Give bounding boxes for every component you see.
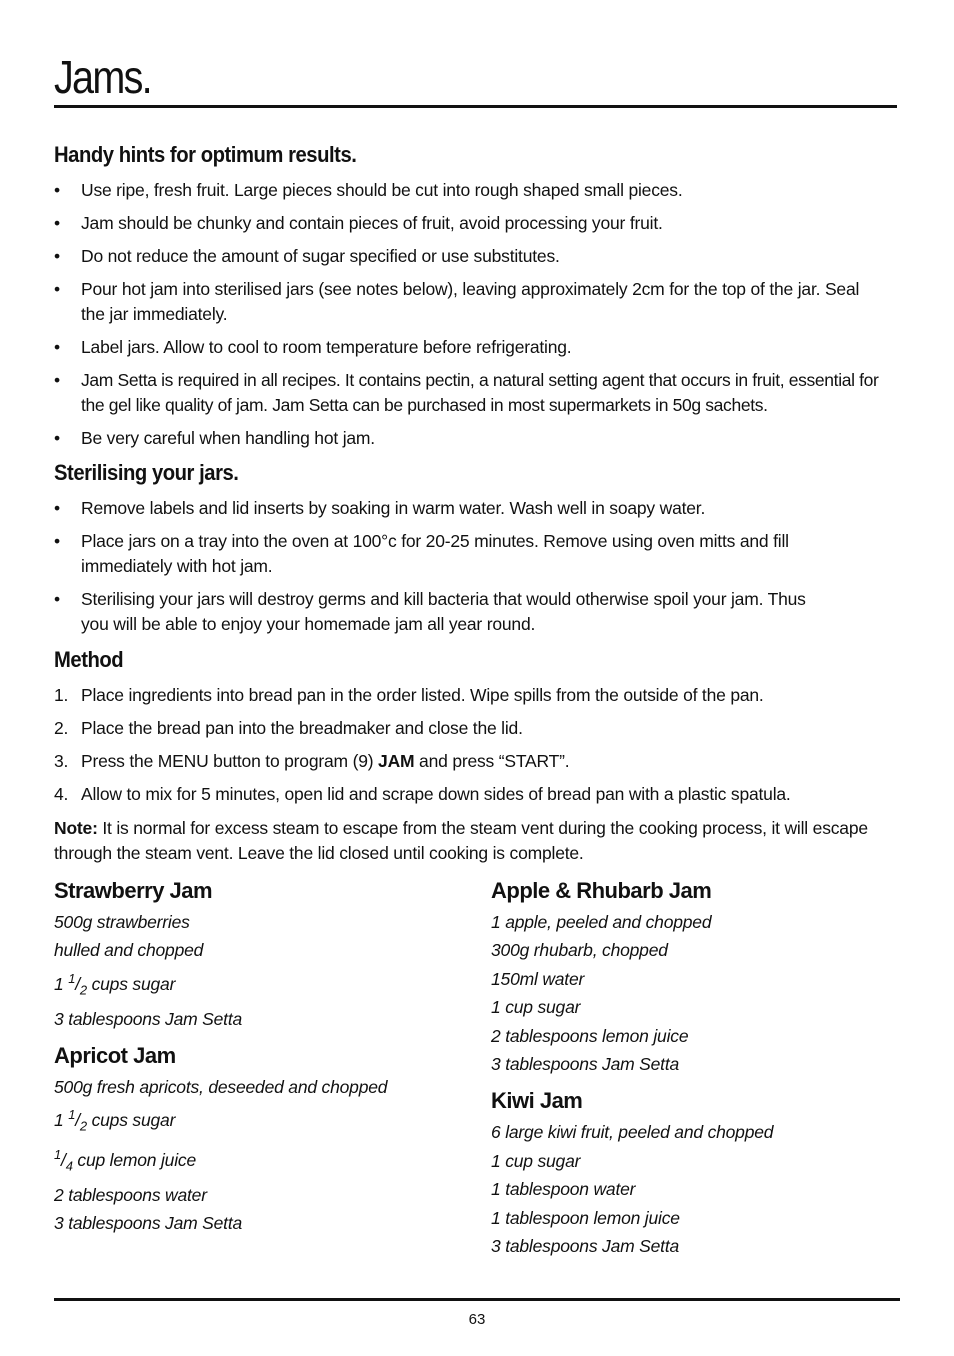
list-item-text: Sterilising your jars will destroy germs and kill bacteria that would otherwise spoil your jam. Thus you will be able to enjoy your homemade jam all year round. [81, 589, 806, 634]
ingredient: 2 tablespoons water [54, 1184, 207, 1205]
recipe-title-apricot: Apricot Jam [54, 1042, 176, 1068]
ingredient-fraction: 1 $^1/_2$ cups sugar [54, 1107, 176, 1134]
bullet: • [54, 279, 60, 299]
page-number: 63 [468, 1311, 486, 1328]
fraction-denominator: 4 [65, 1158, 73, 1174]
fraction-denominator: 2 [79, 982, 87, 998]
ingredient: 6 large kiwi fruit, peeled and chopped [491, 1122, 774, 1143]
list-item [54, 426, 900, 451]
fraction-whole: 1 [54, 973, 69, 994]
title-rule [54, 105, 897, 108]
list-item [54, 277, 900, 327]
step-text: Allow to mix for 5 minutes, open lid and scrape down sides of bread pan with a plastic spatula. [81, 784, 791, 804]
page-title: Jams. [54, 51, 151, 103]
list-item-text: Remove labels and lid inserts by soaking in warm water. Wash well in soapy water. [81, 498, 706, 518]
bullet: • [54, 498, 60, 518]
bullet: • [54, 370, 60, 390]
ingredient: 3 tablespoons Jam Setta [54, 1213, 243, 1234]
list-item-text: Use ripe, fresh fruit. Large pieces should be cut into rough shaped small pieces. [81, 180, 683, 200]
recipe-column-left [54, 876, 474, 1238]
step-number: 4. [54, 784, 69, 804]
note-label: Note: [54, 818, 98, 838]
list-item-text: Place jars on a tray into the oven at 100°c for 20-25 minutes. Remove using oven mitts and fill immediately with hot jam. [81, 531, 789, 576]
bullet: • [54, 428, 60, 448]
list-item [54, 211, 900, 236]
list-item-text: Pour hot jam into sterilised jars (see notes below), leaving approximately 2cm for the top of the jar. Seal the jar immediately. [81, 279, 860, 324]
ingredient: 500g strawberries [54, 912, 190, 932]
bullet: • [54, 337, 60, 357]
list-item [54, 244, 900, 269]
fraction-denominator: 2 [79, 1118, 87, 1134]
ingredient: 3 tablespoons Jam Setta [491, 1236, 680, 1257]
list-item-text: Jam should be chunky and contain pieces of fruit, avoid processing your fruit. [81, 213, 663, 233]
list-item [54, 368, 900, 418]
fraction-numerator: 1 [68, 970, 76, 986]
step-item [54, 749, 900, 774]
list-item-text: Do not reduce the amount of sugar specified or use substitutes. [81, 246, 560, 266]
step-number: 3. [54, 751, 69, 771]
ingredient: 3 tablespoons Jam Setta [491, 1054, 680, 1075]
ingredient: 1 tablespoon water [491, 1179, 636, 1200]
step-text: Place ingredients into bread pan in the order listed. Wipe spills from the outside of the pan. [81, 685, 764, 705]
list-item-text: Jam Setta is required in all recipes. It contains pectin, a natural setting agent that occurs in fruit, essential for the gel like quality of jam. Jam Setta can be purchased in most supermarkets in 50g sachets. [81, 370, 879, 415]
ingredient-fraction: $^1/_4$ cup lemon juice [54, 1147, 196, 1174]
ingredient-text: cups sugar [86, 973, 176, 994]
note-paragraph [54, 816, 900, 866]
list-item-text: Be very careful when handling hot jam. [81, 428, 375, 448]
ingredient: 150ml water [491, 968, 585, 989]
list-item [54, 496, 900, 521]
step-text-end: and press “START”. [414, 751, 570, 771]
recipe-title-strawberry: Strawberry Jam [54, 878, 213, 903]
ingredient: 1 cup sugar [491, 997, 581, 1018]
ingredient-text: cup lemon juice [72, 1149, 196, 1170]
list-item [54, 587, 900, 637]
method-heading: Method [54, 647, 124, 672]
recipe-title-apple-rhubarb: Apple & Rhubarb Jam [491, 878, 712, 903]
step-text: Press the MENU button to program (9) [81, 751, 379, 771]
bullet: • [54, 180, 60, 200]
ingredient: hulled and chopped [54, 940, 204, 961]
recipe-column-right [491, 876, 911, 1260]
note-text: It is normal for excess steam to escape from the steam vent during the cooking process, it will escape through the steam vent. Leave the lid closed until cooking is complete. [54, 818, 868, 863]
fraction-numerator: 1 [54, 1147, 62, 1163]
sterilising-heading: Sterilising your jars. [54, 460, 239, 485]
footer-rule [54, 1298, 900, 1301]
recipe-title-kiwi: Kiwi Jam [491, 1088, 583, 1114]
ingredient-fraction: 1 $^1/_2$ cups sugar [54, 970, 176, 998]
step-item [54, 683, 900, 708]
step-item [54, 716, 900, 741]
bullet: • [54, 589, 60, 609]
ingredient: 1 cup sugar [491, 1150, 581, 1171]
fraction-numerator: 1 [68, 1107, 76, 1123]
bullet: • [54, 246, 60, 266]
step-item [54, 782, 900, 807]
step-number: 2. [54, 718, 69, 738]
hints-list [54, 178, 900, 459]
list-item-text: Label jars. Allow to cool to room temperature before refrigerating. [81, 337, 572, 357]
ingredient: 500g fresh apricots, deseeded and chopped [54, 1076, 388, 1097]
sterilising-list [54, 496, 900, 645]
ingredient: 3 tablespoons Jam Setta [54, 1008, 243, 1029]
ingredient-text: cups sugar [86, 1110, 176, 1131]
list-item [54, 529, 900, 579]
ingredient: 1 apple, peeled and chopped [491, 912, 712, 932]
hints-heading: Handy hints for optimum results. [54, 142, 357, 167]
step-number: 1. [54, 685, 69, 705]
step-text: Place the bread pan into the breadmaker and close the lid. [81, 718, 523, 738]
program-name: JAM [378, 751, 415, 771]
bullet: • [54, 213, 60, 233]
document-page [54, 0, 900, 1356]
bullet: • [54, 531, 60, 551]
method-steps [54, 683, 900, 815]
list-item [54, 178, 900, 203]
ingredient: 300g rhubarb, chopped [491, 940, 668, 961]
ingredient: 1 tablespoon lemon juice [491, 1207, 680, 1228]
list-item [54, 335, 900, 360]
fraction-whole: 1 [54, 1110, 69, 1131]
ingredient: 2 tablespoons lemon juice [491, 1025, 689, 1046]
